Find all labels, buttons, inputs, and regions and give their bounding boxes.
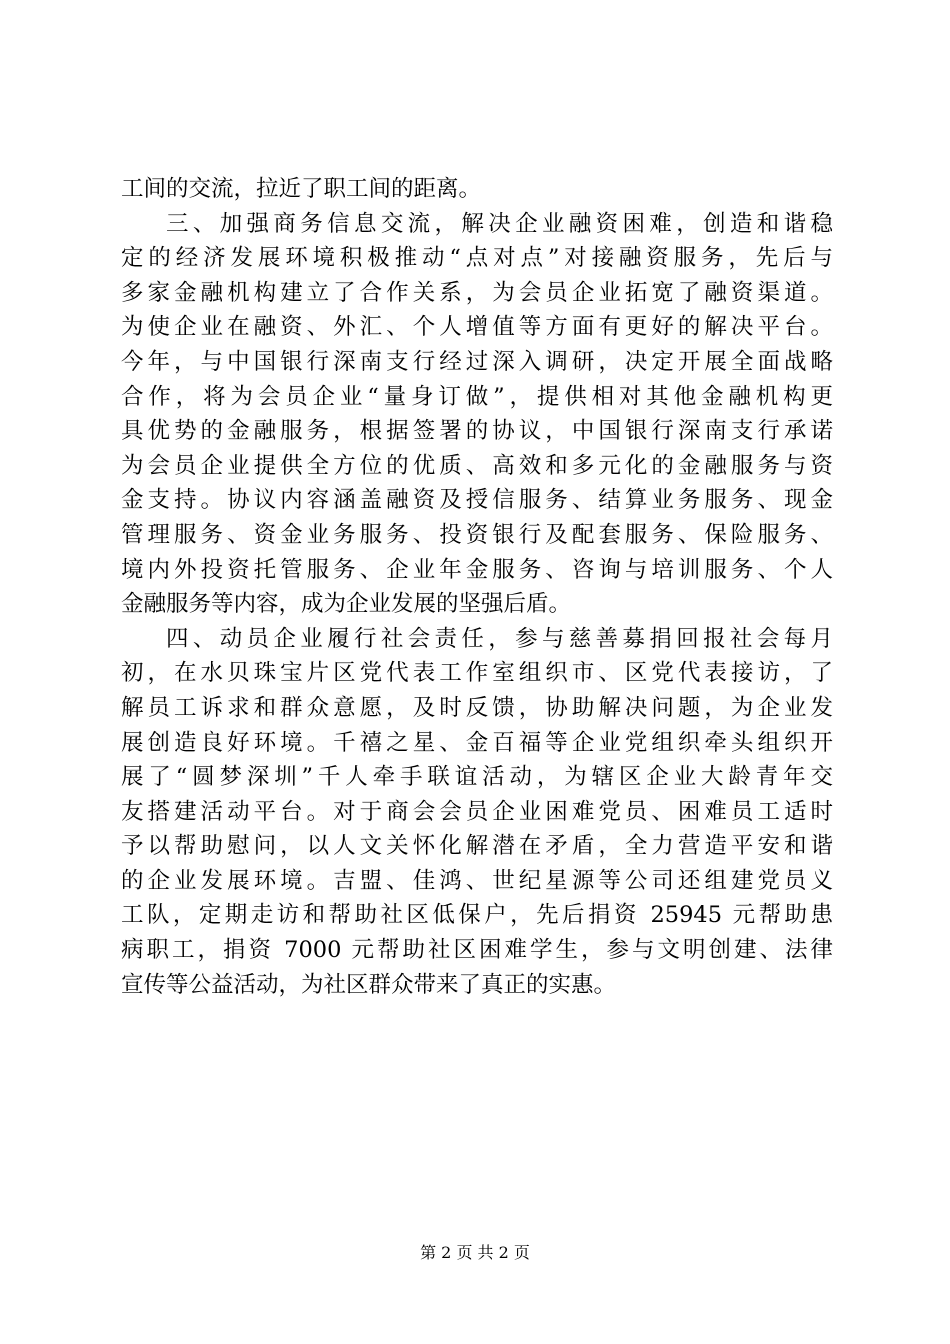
paragraph-line: 宣传等公益活动，为社区群众带来了真正的实惠。 — [121, 971, 617, 998]
paragraph-line: 的企业发展环境。吉盟、佳鸿、世纪星源等公司还组建党员义 — [121, 867, 833, 894]
paragraph-line: 多家金融机构建立了合作关系，为会员企业拓宽了融资渠道。 — [121, 279, 833, 306]
paragraph-line: 友搭建活动平台。对于商会会员企业困难党员、困难员工适时 — [121, 798, 833, 825]
page-number: 第 2 页 共 2 页 — [420, 1243, 530, 1262]
paragraph-line: 展创造良好环境。千禧之星、金百福等企业党组织牵头组织开 — [121, 729, 833, 756]
paragraph-line: 予以帮助慰问，以人文关怀化解潜在矛盾，全力营造平安和谐 — [121, 833, 833, 860]
paragraph-line: 金融服务等内容，成为企业发展的坚强后盾。 — [121, 591, 572, 618]
paragraph-line: 为会员企业提供全方位的优质、高效和多元化的金融服务与资 — [121, 452, 833, 479]
paragraph-line: 工队，定期走访和帮助社区低保户，先后捐资 25945 元帮助患 — [121, 902, 833, 929]
paragraph-line: 四、动员企业履行社会责任，参与慈善募捐回报社会每月 — [166, 625, 833, 652]
body-text — [121, 172, 833, 1002]
paragraph-line: 境内外投资托管服务、企业年金服务、咨询与培训服务、个人 — [121, 556, 833, 583]
paragraph-line: 金支持。协议内容涵盖融资及授信服务、结算业务服务、现金 — [121, 487, 833, 514]
paragraph-line: 三、加强商务信息交流，解决企业融资困难，创造和谐稳 — [166, 210, 833, 237]
paragraph-line: 展了“圆梦深圳”千人牵手联谊活动，为辖区企业大龄青年交 — [121, 764, 833, 791]
paragraph-line: 工间的交流，拉近了职工间的距离。 — [121, 176, 482, 202]
paragraph-line: 为使企业在融资、外汇、个人增值等方面有更好的解决平台。 — [121, 314, 833, 341]
paragraph-line: 病职工，捐资 7000 元帮助社区困难学生，参与文明创建、法律 — [121, 937, 833, 964]
paragraph-line: 管理服务、资金业务服务、投资银行及配套服务、保险服务、 — [121, 521, 833, 548]
paragraph-line: 具优势的金融服务，根据签署的协议，中国银行深南支行承诺 — [121, 418, 833, 445]
paragraph-line: 解员工诉求和群众意愿，及时反馈，协助解决问题，为企业发 — [121, 694, 833, 721]
paragraph-line: 合作，将为会员企业“量身订做”，提供相对其他金融机构更 — [121, 383, 833, 410]
paragraph-line: 今年，与中国银行深南支行经过深入调研，决定开展全面战略 — [121, 348, 833, 375]
paragraph-line: 初，在水贝珠宝片区党代表工作室组织市、区党代表接访，了 — [121, 660, 833, 687]
paragraph-line: 定的经济发展环境积极推动“点对点”对接融资服务，先后与 — [121, 245, 833, 272]
